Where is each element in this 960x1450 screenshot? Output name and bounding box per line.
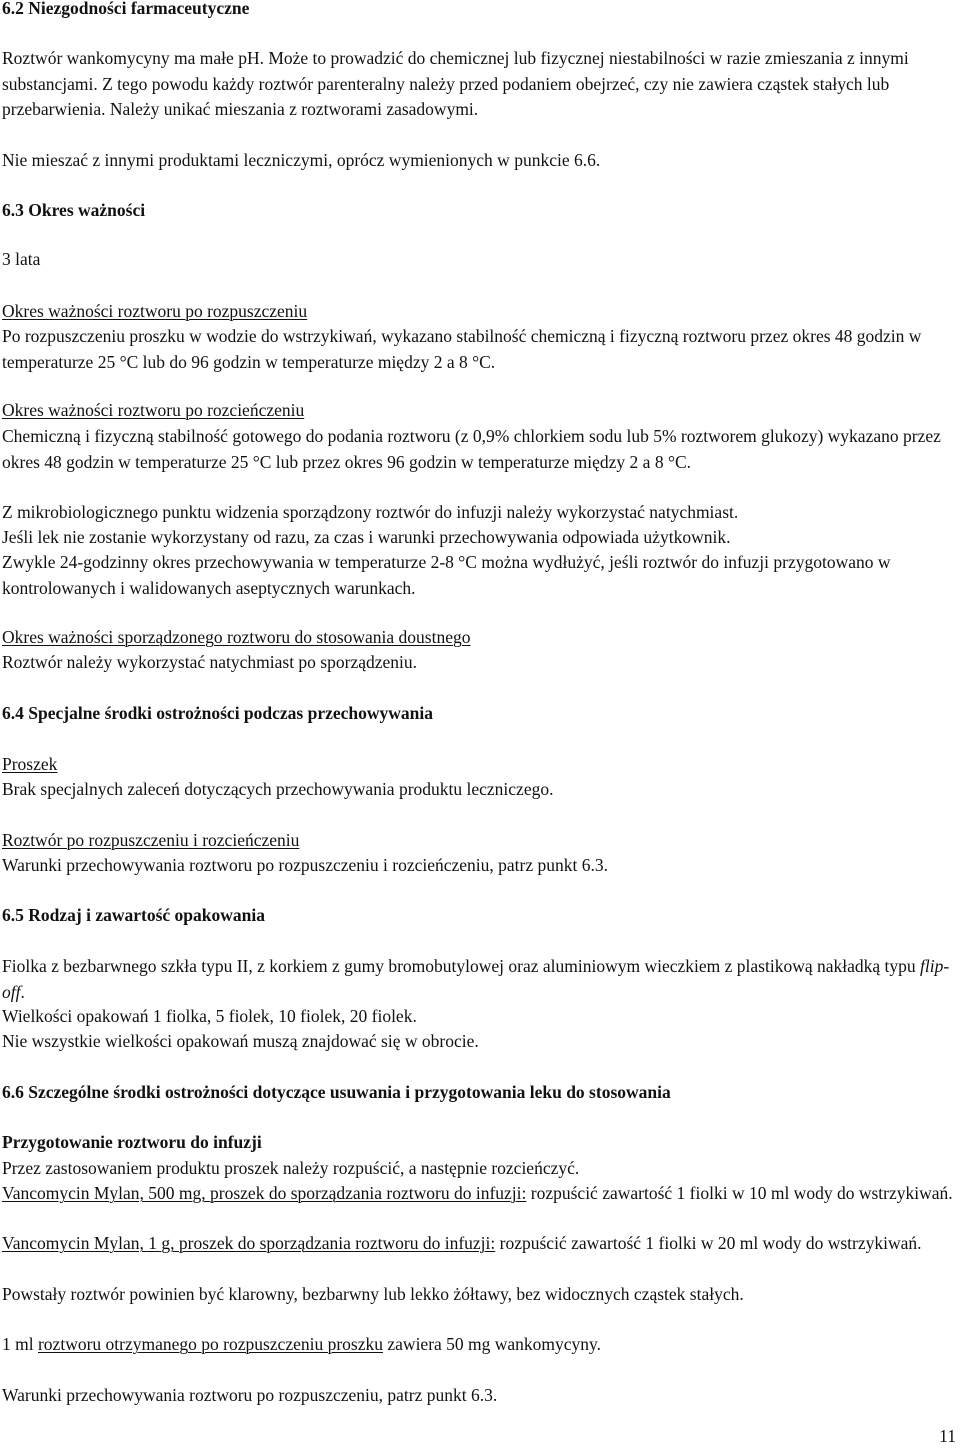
diluted-shelf-life-title: Okres ważności roztworu po rozcieńczeniu	[2, 400, 305, 420]
oral-solution-shelf-life-text: Roztwór należy wykorzystać natychmiast po sporządzeniu.	[2, 652, 418, 672]
section-6-4-heading: 6.4 Specjalne środki ostrożności podczas przechowywania	[2, 703, 434, 723]
pack-sizes-note: Nie wszystkie wielkości opakowań muszą znajdować się w obrocie.	[2, 1031, 479, 1051]
diluted-shelf-life-text-3: Jeśli lek nie zostanie wykorzystany od razu, za czas i warunki przechowywania odpowiada użytkownik.	[2, 527, 731, 547]
reconstituted-shelf-life-title: Okres ważności roztworu po rozpuszczeniu	[2, 301, 308, 321]
oral-solution-shelf-life-title: Okres ważności sporządzonego roztworu do stosowania doustnego	[2, 627, 471, 647]
preparation-step-1: Przez zastosowaniem produktu proszek należy rozpuścić, a następnie rozcieńczyć.	[2, 1158, 580, 1178]
concentration-statement: 1 ml roztworu otrzymanego po rozpuszczeniu proszku zawiera 50 mg wankomycyny.	[2, 1334, 602, 1354]
section-6-2-paragraph-1: Roztwór wankomycyny ma małe pH. Może to prowadzić do chemicznej lub fizycznej niestabilności w razie zmieszania z innymi substancjami. Z tego powodu każdy roztwór parenteralny należy przed podaniem obejrzeć, czy nie zawiera cząstek stałych lub przebarwienia. Należy unikać mieszania z roztworami zasadowymi.	[2, 48, 909, 120]
product-1g-name: Vancomycin Mylan, 1 g, proszek do sporządzania roztworu do infuzji:	[2, 1233, 496, 1253]
pack-sizes: Wielkości opakowań 1 fiolka, 5 fiolek, 10 fiolek, 20 fiolek.	[2, 1006, 417, 1026]
section-6-3-heading: 6.3 Okres ważności	[2, 200, 146, 220]
flip-off-term: flip-off	[2, 956, 950, 1002]
infusion-preparation-title: Przygotowanie roztworu do infuzji	[2, 1132, 262, 1152]
powder-storage-text: Brak specjalnych zaleceń dotyczących przechowywania produktu leczniczego.	[2, 779, 554, 799]
page-number: 11	[939, 1426, 956, 1446]
storage-reference: Warunki przechowywania roztworu po rozpuszczeniu, patrz punkt 6.3.	[2, 1385, 498, 1405]
section-6-2-heading: 6.2 Niezgodności farmaceutyczne	[2, 0, 250, 18]
section-6-5-heading: 6.5 Rodzaj i zawartość opakowania	[2, 905, 265, 925]
preparation-500mg: Vancomycin Mylan, 500 mg, proszek do sporządzania roztworu do infuzji: rozpuścić zawartość 1 fiolki w 10 ml wody do wstrzykiwań.	[2, 1183, 953, 1203]
section-6-2-paragraph-2: Nie mieszać z innymi produktami leczniczymi, oprócz wymienionych w punkcie 6.6.	[2, 150, 601, 170]
section-6-6-heading: 6.6 Szczególne środki ostrożności dotyczące usuwania i przygotowania leku do stosowania	[2, 1082, 671, 1102]
solution-appearance: Powstały roztwór powinien być klarowny, bezbarwny lub lekko żółtawy, bez widocznych cząstek stałych.	[2, 1284, 744, 1304]
solution-storage-title: Roztwór po rozpuszczeniu i rozcieńczeniu	[2, 830, 300, 850]
diluted-shelf-life-text-2: Z mikrobiologicznego punktu widzenia sporządzony roztwór do infuzji należy wykorzystać natychmiast.	[2, 502, 739, 522]
preparation-1g: Vancomycin Mylan, 1 g, proszek do sporządzania roztworu do infuzji: rozpuścić zawartość 1 fiolki w 20 ml wody do wstrzykiwań.	[2, 1233, 922, 1253]
diluted-shelf-life-text-1: Chemiczną i fizyczną stabilność gotowego do podania roztworu (z 0,9% chlorkiem sodu lub 5% roztworem glukozy) wykazano przez okres 48 godzin w temperaturze 25 °C lub przez okres 96 godzin w temperaturze między 2 a 8 °C.	[2, 426, 941, 472]
powder-storage-title: Proszek	[2, 754, 58, 774]
product-500mg-name: Vancomycin Mylan, 500 mg, proszek do sporządzania roztworu do infuzji:	[2, 1183, 527, 1203]
reconstituted-solution-term: roztworu otrzymanego po rozpuszczeniu proszku	[37, 1334, 384, 1354]
solution-storage-text: Warunki przechowywania roztworu po rozpuszczeniu i rozcieńczeniu, patrz punkt 6.3.	[2, 855, 608, 875]
reconstituted-shelf-life-text: Po rozpuszczeniu proszku w wodzie do wstrzykiwań, wykazano stabilność chemiczną i fizyczną roztworu przez okres 48 godzin w temperaturze 25 °C lub do 96 godzin w temperaturze między 2 a 8 °C.	[2, 326, 922, 372]
diluted-shelf-life-text-4: Zwykle 24-godzinny okres przechowywania w temperaturze 2-8 °C można wydłużyć, jeśli roztwór do infuzji przygotowano w kontrolowanych i walidowanych aseptycznych warunkach.	[2, 552, 891, 598]
container-description: Fiolka z bezbarwnego szkła typu II, z korkiem z gumy bromobutylowej oraz aluminiowym wieczkiem z plastikową nakładką typu flip-off.	[2, 956, 950, 1002]
shelf-life-value: 3 lata	[2, 249, 41, 269]
